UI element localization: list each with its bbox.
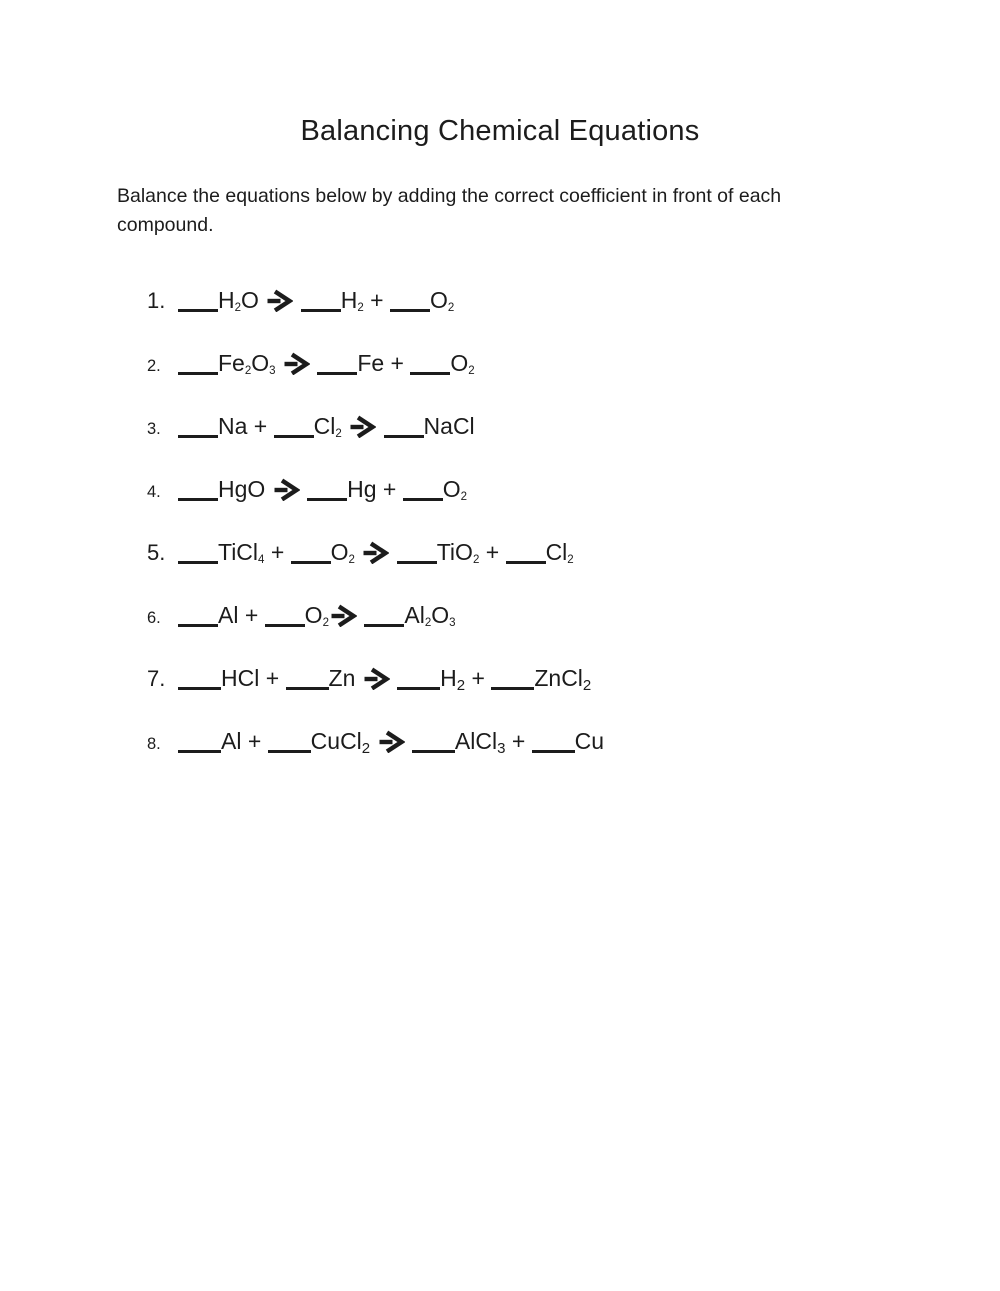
right-arrow-icon [266,288,293,320]
equation-row-8 [147,725,1000,757]
formula-text: HgO [218,476,272,502]
formula-text: CuCl [310,728,362,754]
subscript: 2 [234,302,242,314]
equation-row-4 [147,473,1000,505]
coefficient-blank[interactable] [491,675,534,690]
subscript: 2 [424,617,432,629]
formula-text: TiO [436,539,473,565]
coefficient-blank[interactable] [178,297,218,312]
coefficient-blank[interactable] [412,738,455,753]
coefficient-blank[interactable] [178,360,218,375]
equation-row-3 [147,410,1000,442]
subscript: 2 [447,302,455,314]
coefficient-blank[interactable] [178,486,218,501]
right-arrow-icon [283,351,310,383]
right-arrow-icon [273,477,300,509]
formula-text: H [218,287,235,313]
subscript: 2 [468,365,475,377]
coefficient-blank[interactable] [403,486,443,501]
formula-text: Na + [218,413,274,439]
right-arrow-icon [378,729,405,761]
formula-text [342,413,348,439]
equation-row-2 [147,347,1000,379]
equation-number: 1. [147,288,166,313]
coefficient-blank[interactable] [532,738,575,753]
coefficient-blank[interactable] [286,675,329,690]
subscript: 2 [361,740,371,757]
subscript: 2 [460,491,467,503]
coefficient-blank[interactable] [397,549,437,564]
subscript: 3 [449,617,456,629]
coefficient-blank[interactable] [397,675,440,690]
formula-text: O [241,287,266,313]
subscript: 2 [322,617,329,629]
equation-number: 8. [147,735,161,753]
formula-text: Cu [574,728,605,754]
formula-text: Fe + [357,350,411,376]
formula-text: Al + [221,728,268,754]
formula-text: Hg + [347,476,403,502]
subscript: 3 [269,365,276,377]
coefficient-blank[interactable] [178,675,221,690]
coefficient-blank[interactable] [178,549,218,564]
coefficient-blank[interactable] [317,360,357,375]
equation-number: 4. [147,483,161,501]
equation-row-7 [147,662,1000,694]
formula-text: Cl [313,413,336,439]
coefficient-blank[interactable] [178,738,221,753]
formula-text: H [440,665,457,691]
equation-row-6 [147,599,1000,631]
equation-number: 7. [147,666,166,691]
coefficient-blank[interactable] [307,486,347,501]
equation-number: 5. [147,540,166,565]
coefficient-blank[interactable] [178,423,218,438]
coefficient-blank[interactable] [274,423,314,438]
right-arrow-icon [330,603,357,635]
subscript: 3 [497,740,506,757]
subscript: 2 [244,365,252,377]
coefficient-blank[interactable] [301,297,341,312]
formula-text [370,728,376,754]
equation-number: 2. [147,357,161,375]
coefficient-blank[interactable] [265,612,305,627]
formula-text: TiCl [218,539,259,565]
coefficient-blank[interactable] [268,738,311,753]
equation-number: 3. [147,420,161,438]
instructions-line-2: compound. [117,214,214,236]
formula-text: O [304,602,323,628]
formula-text: O [431,602,450,628]
formula-text: O [442,476,461,502]
coefficient-blank[interactable] [178,612,218,627]
right-arrow-icon [349,414,376,446]
subscript: 4 [258,554,265,566]
subscript: 2 [357,302,364,314]
formula-text: AlCl [454,728,498,754]
formula-text: + [479,539,506,565]
coefficient-blank[interactable] [506,549,546,564]
formula-text: O [429,287,448,313]
formula-text: O [251,350,270,376]
formula-text: Al + [218,602,265,628]
equation-row-1 [147,284,1000,316]
formula-text: HCl + [221,665,286,691]
subscript: 2 [567,554,574,566]
formula-text: Fe [218,350,245,376]
coefficient-blank[interactable] [384,423,424,438]
formula-text [355,539,361,565]
formula-text: NaCl [423,413,475,439]
formula-text: ZnCl [534,665,583,691]
formula-text: + [264,539,291,565]
equation-number: 6. [147,609,161,627]
right-arrow-icon [363,666,390,698]
page-title: Balancing Chemical Equations [300,115,700,147]
coefficient-blank[interactable] [291,549,331,564]
right-arrow-icon [362,540,389,572]
coefficient-blank[interactable] [410,360,450,375]
subscript: 2 [348,554,355,566]
coefficient-blank[interactable] [390,297,430,312]
subscript: 2 [472,554,480,566]
subscript: 2 [456,677,466,694]
formula-text: Al [404,602,425,628]
formula-text: Zn [328,665,362,691]
formula-text: O [330,539,349,565]
equation-list [147,284,1000,757]
subscript: 2 [582,677,592,694]
formula-text [276,350,282,376]
formula-text: O [450,350,469,376]
equation-row-5 [147,536,1000,568]
formula-text: + [363,287,390,313]
formula-text: Cl [545,539,568,565]
subscript: 2 [335,428,342,440]
instructions [117,182,890,240]
formula-text: H [340,287,358,313]
coefficient-blank[interactable] [364,612,404,627]
formula-text: + [505,728,532,754]
instructions-line-1: Balance the equations below by adding the correct coefficient in front of each [117,185,782,207]
formula-text: + [465,665,492,691]
